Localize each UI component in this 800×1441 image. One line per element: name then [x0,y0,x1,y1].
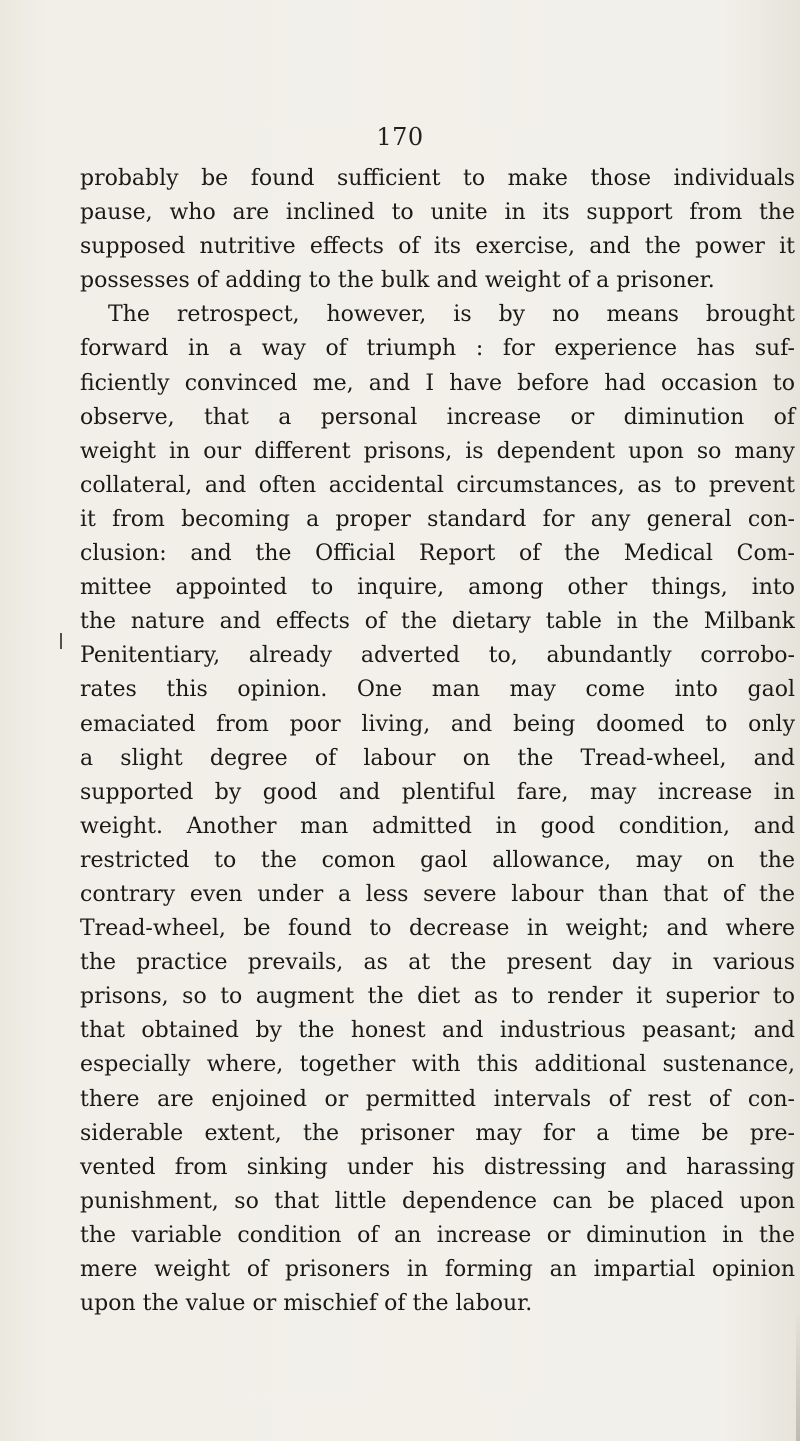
text-line: supported by good and plentiful fare, may increase in [80,779,795,805]
text-line: probably be found sufficient to make those individuals [80,166,795,191]
text-line: Tread-wheel, be found to decrease in weight; and where [80,916,795,942]
text-line: weight. Another man admitted in good condition, and [80,813,795,839]
text-line: forward in a way of triumph : for experience has suf- [80,336,795,362]
text-line: prisons, so to augment the diet as to render it superior to [80,984,795,1010]
text-line: The retrospect, however, is by no means brought [108,302,795,328]
text-line: upon the value or mischief of the labour. [80,1291,533,1317]
text-line: that obtained by the honest and industrious peasant; and [80,1018,795,1044]
page-edge-stain [796,1310,800,1441]
text-line: pause, who are inclined to unite in its support from the [80,200,795,226]
text-line: rates this opinion. One man may come into gaol [80,677,795,703]
text-line: the practice prevails, as at the present day in various [80,950,795,976]
text-line: Penitentiary, already adverted to, abundantly corrobo- [80,643,795,669]
text-line: collateral, and often accidental circumstances, as to prevent [80,472,795,498]
body-text [80,162,795,1321]
text-line: observe, that a personal increase or diminution of [80,404,795,430]
text-line: siderable extent, the prisoner may for a time be pre- [80,1120,795,1146]
text-line: punishment, so that little dependence can be placed upon [80,1188,795,1214]
text-line: the nature and effects of the dietary table in the Milbank [80,609,795,635]
text-line: mittee appointed to inquire, among other things, into [80,575,795,601]
text-line: there are enjoined or permitted intervals of rest of con- [80,1086,795,1112]
text-line: supposed nutritive effects of its exercise, and the power it [80,234,795,260]
text-line: it from becoming a proper standard for any general con- [80,506,795,532]
text-line: the variable condition of an increase or diminution in the [80,1222,795,1248]
text-line: emaciated from poor living, and being doomed to only [80,711,795,737]
text-line: contrary even under a less severe labour than that of the [80,881,795,907]
text-line: possesses of adding to the bulk and weight of a prisoner. [80,268,715,294]
text-line: vented from sinking under his distressing and harassing [80,1154,795,1180]
page-number: 170 [376,123,424,151]
text-line: a slight degree of labour on the Tread-wheel, and [80,745,795,771]
text-line: mere weight of prisoners in forming an impartial opinion [80,1257,795,1282]
text-line: clusion: and the Official Report of the Medical Com- [80,541,795,567]
margin-mark [60,633,62,649]
text-line: weight in our different prisons, is dependent upon so many [80,438,795,464]
text-line: especially where, together with this additional sustenance, [80,1052,795,1078]
text-line: ficiently convinced me, and I have before had occasion to [80,370,795,396]
text-line: restricted to the comon gaol allowance, may on the [80,847,795,873]
